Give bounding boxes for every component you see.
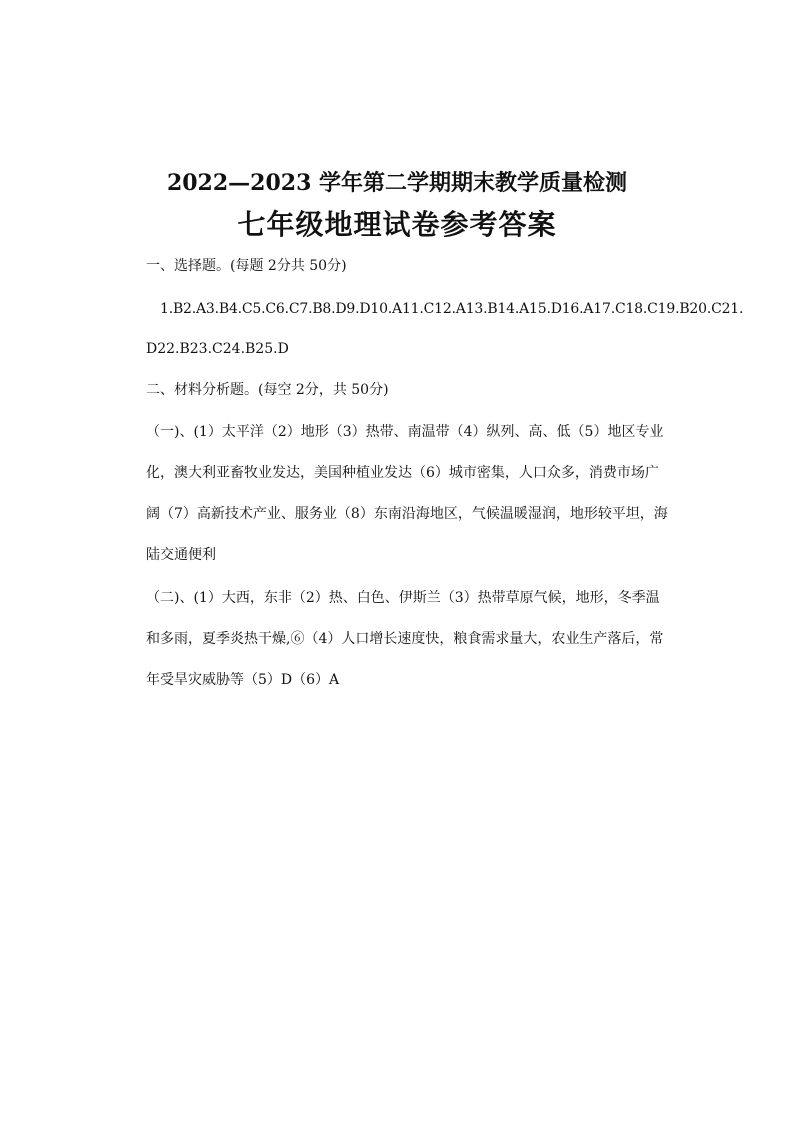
- analysis-part-1-line: 化，澳大利亚畜牧业发达，美国种植业发达（6）城市密集，人口众多，消费市场广: [146, 465, 659, 481]
- analysis-part-1-line: （一)、(1）太平洋（2）地形（3）热带、南温带（4）纵列、高、低（5）地区专业: [146, 424, 664, 440]
- section1-heading: 一、选择题。(每题 2分共 50分): [146, 258, 347, 274]
- analysis-part-2-line: 年受旱灾威胁等（5）D（6）A: [146, 672, 340, 688]
- exam-term-title: 2022—2023 学年第二学期期末教学质量检测: [166, 170, 628, 196]
- analysis-part-1-line: 陆交通便利: [146, 547, 216, 563]
- analysis-part-2-line: （二)、(1）大西，东非（2）热、白色、伊斯兰（3）热带草原气候，地形，冬季温: [146, 590, 660, 606]
- choice-answers-line-2: D22.B23.C24.B25.D: [146, 341, 289, 357]
- analysis-part-2: [146, 588, 666, 711]
- section2-heading: 二、材料分析题。(每空 2分，共 50分): [146, 382, 389, 398]
- analysis-part-1: [146, 422, 666, 586]
- choice-answers-line-1: 1.B2.A3.B4.C5.C6.C7.B8.D9.D10.A11.C12.A13.B14.A15.D16.A17.C18.C19.B20.C21.: [160, 301, 744, 317]
- analysis-part-1-line: 阔（7）高新技术产业、服务业（8）东南沿海地区，气候温暖湿润，地形较平坦，海: [146, 506, 668, 522]
- analysis-part-2-line: 和多雨，夏季炎热干燥,⑥（4）人口增长速度快，粮食需求量大，农业生产落后，常: [146, 631, 664, 647]
- document-title: 七年级地理试卷参考答案: [237, 208, 557, 241]
